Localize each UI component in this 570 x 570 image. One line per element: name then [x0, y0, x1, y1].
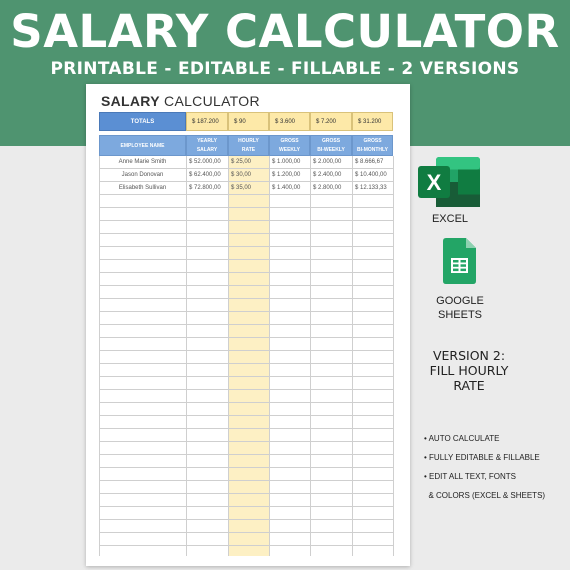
svg-text:X: X — [426, 170, 442, 195]
cell-yearly: $ 52.000,00 — [189, 159, 221, 165]
google-sheets-icon — [443, 238, 476, 284]
header-employee-name: EMPLOYEE NAME — [99, 135, 186, 156]
cell-bimonthly: $ 12.133,33 — [355, 185, 387, 191]
table-row — [99, 468, 393, 481]
feature-bullet: • EDIT ALL TEXT, FONTS — [424, 472, 517, 481]
table-row — [99, 247, 393, 260]
total-bimonthly: $ 31.200 — [352, 112, 393, 131]
total-biweekly: $ 7.200 — [310, 112, 352, 131]
table-row — [99, 338, 393, 351]
table-row — [99, 442, 393, 455]
cell-name: Elisabeth Sullivan — [118, 185, 167, 191]
cell-biweekly: $ 2.400,00 — [313, 172, 342, 178]
header-gross-bimonthly: GROSS BI-MONTHLY — [352, 135, 393, 156]
cell-biweekly: $ 2.800,00 — [313, 185, 342, 191]
table-row — [99, 286, 393, 299]
cell-bimonthly: $ 10.400,00 — [355, 172, 387, 178]
table-row — [99, 520, 393, 533]
table-row — [99, 273, 393, 286]
total-yearly: $ 187.200 — [186, 112, 228, 131]
cell-yearly: $ 72.800,00 — [189, 185, 221, 191]
table-row — [99, 507, 393, 520]
table-row — [99, 351, 393, 364]
sheet-title: SALARY CALCULATOR — [101, 93, 260, 109]
table-row — [99, 481, 393, 494]
main-title: SALARY CALCULATOR — [10, 5, 560, 58]
grid-line — [393, 156, 394, 556]
cell-yearly: $ 62.400,00 — [189, 172, 221, 178]
grid-line — [186, 156, 187, 556]
cell-bimonthly: $ 8.666,67 — [355, 159, 384, 165]
grid-line — [99, 156, 100, 556]
cell-weekly: $ 1.000,00 — [272, 159, 301, 165]
table-row — [99, 312, 393, 325]
header-hourly-rate: HOURLY RATE — [228, 135, 269, 156]
grid-line — [269, 156, 270, 556]
table-row — [99, 533, 393, 546]
table-row — [99, 195, 393, 208]
excel-label: EXCEL — [431, 213, 469, 225]
version-note: VERSION 2: FILL HOURLY RATE — [429, 348, 509, 393]
grid-line — [228, 156, 229, 556]
spreadsheet-preview — [86, 84, 410, 566]
cell-biweekly: $ 2.000,00 — [313, 159, 342, 165]
table-row — [99, 325, 393, 338]
cell-hourly: $ 35,00 — [231, 185, 252, 191]
table-row — [99, 364, 393, 377]
header-gross-weekly: GROSS WEEKLY — [269, 135, 310, 156]
table-row — [99, 390, 393, 403]
total-hourly: $ 90 — [228, 112, 269, 131]
cell-name: Anne Marie Smith — [118, 159, 167, 165]
cell-name: Jason Donovan — [121, 172, 164, 178]
table-row — [99, 299, 393, 312]
feature-bullet: • AUTO CALCULATE — [424, 434, 500, 443]
total-weekly: $ 3.600 — [269, 112, 310, 131]
header-yearly-salary: YEARLY SALARY — [186, 135, 228, 156]
table-row — [99, 494, 393, 507]
grid-line — [352, 156, 353, 556]
excel-icon — [418, 157, 481, 207]
table-row — [99, 429, 393, 442]
table-row — [99, 416, 393, 429]
cell-hourly: $ 30,00 — [231, 172, 252, 178]
table-row — [99, 221, 393, 234]
feature-bullet: & COLORS (EXCEL & SHEETS) — [424, 491, 546, 500]
table-row — [99, 403, 393, 416]
table-row — [99, 377, 393, 390]
table-row — [99, 208, 393, 221]
cell-hourly: $ 25,00 — [231, 159, 252, 165]
table-row — [99, 455, 393, 468]
cell-weekly: $ 1.400,00 — [272, 185, 301, 191]
table-row — [99, 260, 393, 273]
google-sheets-label: GOOGLE SHEETS — [436, 295, 484, 321]
subtitle: PRINTABLE - EDITABLE - FILLABLE - 2 VERSIONS — [50, 59, 520, 79]
table-row — [99, 234, 393, 247]
cell-weekly: $ 1.200,00 — [272, 172, 301, 178]
header-gross-biweekly: GROSS BI-WEEKLY — [310, 135, 352, 156]
totals-label: TOTALS — [99, 112, 186, 131]
grid-line — [310, 156, 311, 556]
feature-bullet: • FULLY EDITABLE & FILLABLE — [424, 453, 540, 462]
